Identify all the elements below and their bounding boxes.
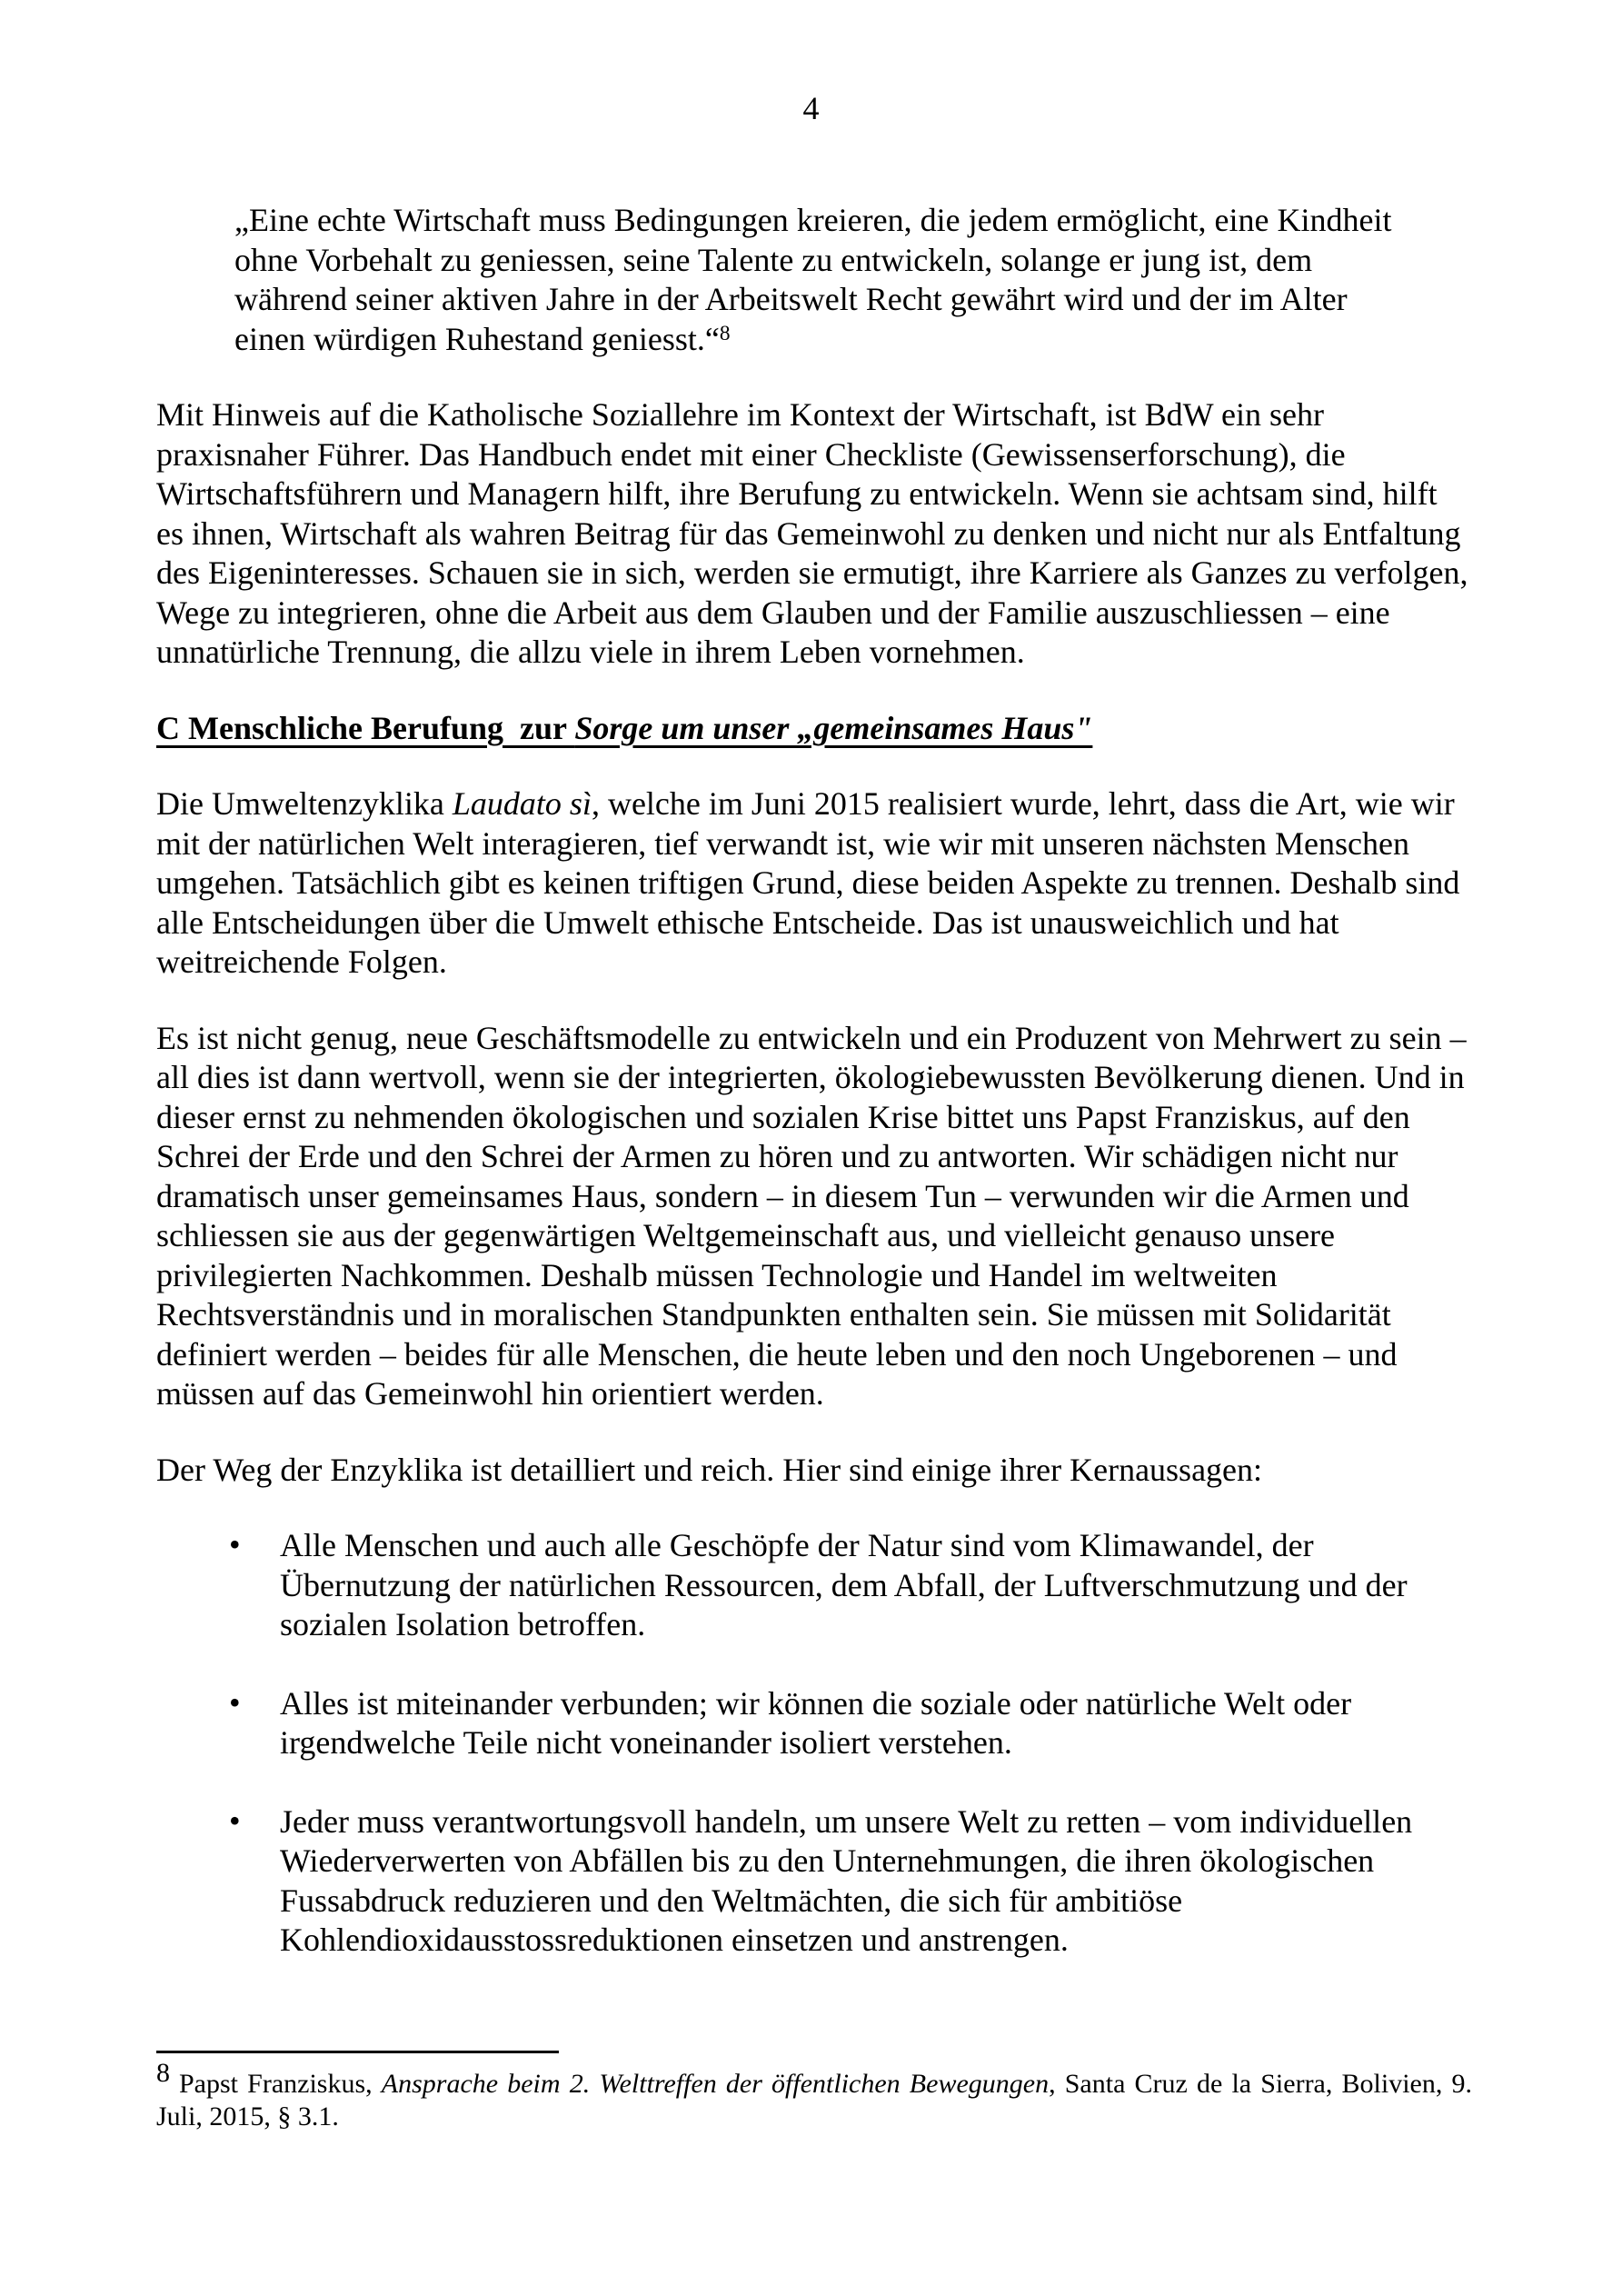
section-heading — [156, 709, 1472, 749]
bullet-list — [156, 1526, 1472, 1961]
paragraph-bdw: Mit Hinweis auf die Katholische Soziallehre im Kontext der Wirtschaft, ist BdW ein sehr praxisnaher Führer. Das Handbuch endet mit einer Checkliste (Gewissenserforschung), die Wirtschaftsführern und Managern hilft, ihre Berufung zu entwickeln. Wenn sie achtsam sind, hilft es ihnen, Wirtschaft als wahren Beitrag für das Gemeinwohl zu denken und nicht nur als Entfaltung des Eigeninteresses. Schauen sie in sich, werden sie ermutigt, ihre Karriere als Ganzes zu verfolgen, Wege zu integrieren, ohne die Arbeit aus dem Glauben und der Familie auszuschliessen – eine unnatürliche Trennung, die allzu viele in ihrem Leben vornehmen. — [156, 396, 1468, 670]
laudato-run-2: , welche im Juni 2015 realisiert wurde, lehrt, dass die Art, wie wir mit der natürlichen Welt interagieren, tief verwandt ist, wie wir mit unseren nächsten Menschen umgehen. Tatsächlich gibt es keinen triftigen Grund, diese beiden Aspekte zu trennen. Deshalb sind alle Entscheidungen über die Umwelt ethische Entscheide. Das ist unausweichlich und hat weitreichende Folgen. — [156, 785, 1460, 980]
page-number: 4 — [802, 90, 820, 126]
heading-prefix: C Menschliche Berufung zur — [156, 709, 575, 746]
list-item-text: Alle Menschen und auch alle Geschöpfe der Natur sind vom Klimawandel, der Übernutzung der natürlichen Ressourcen, dem Abfall, der Luftverschmutzung und der sozialen Isolation betroffen. — [280, 1527, 1408, 1642]
list-item-text: Alles ist miteinander verbunden; wir können die soziale oder natürliche Welt oder irgendwelche Teile nicht voneinander isoliert verstehen. — [280, 1684, 1352, 1761]
footnote-run-2: , Santa Cruz de la Sierra, Bolivien, 9. Juli, 2015, § 3.1. — [156, 2069, 1472, 2131]
laudato-run-1: Die Umweltenzyklika — [156, 785, 453, 822]
footnote-run-title: Ansprache beim 2. Welttreffen der öffentlichen Bewegungen — [381, 2069, 1050, 2099]
footnote-run-1: Papst Franziskus, — [179, 2069, 382, 2099]
footnote-number: 8 — [156, 2058, 170, 2088]
paragraph-crisis: Es ist nicht genug, neue Geschäftsmodelle zu entwickeln und ein Produzent von Mehrwert zu sein – all dies ist dann wertvoll, wenn sie der integrierten, ökologiebewussten Bevölkerung dienen. Und in dieser ernst zu nehmenden ökologischen und sozialen Krise bittet uns Papst Franziskus, auf den Schrei der Erde und den Schrei der Armen zu hören und zu antworten. Wir schädigen nicht nur dramatisch unser gemeinsames Haus, sondern – in diesem Tun – verwunden wir die Armen und schliessen sie aus der gegenwärtigen Weltgemeinschaft aus, und vielleicht genauso unsere privilegierten Nachkommen. Deshalb müssen Technologie und Handel im weltweiten Rechtsverständnis und in moralischen Standpunkten enthalten sein. Sie müssen mit Solidarität definiert werden – beides für alle Menschen, die heute leben und den noch Ungeborenen – und müssen auf das Gemeinwohl hin orientiert werden. — [156, 1019, 1467, 1412]
bullet-icon: • — [229, 1802, 241, 1839]
list-item — [156, 1802, 1472, 1961]
footnote-text — [156, 2058, 1472, 2133]
block-quote — [234, 201, 1394, 359]
quote-text: „Eine echte Wirtschaft muss Bedingungen kreieren, die jedem ermöglicht, eine Kindheit ohne Vorbehalt zu geniessen, seine Talente zu entwickeln, solange er jung ist, dem während seiner aktiven Jahre in der Arbeitswelt Recht gewährt wird und der im Alter einen würdigen Ruhestand geniesst.“ — [234, 202, 1392, 357]
footnote-separator — [156, 2051, 559, 2053]
paragraph-kernaussagen: Der Weg der Enzyklika ist detailliert und reich. Hier sind einige ihrer Kernaussagen: — [156, 1451, 1263, 1488]
paragraph-laudato — [156, 784, 1472, 983]
bullet-icon: • — [229, 1683, 241, 1721]
list-item-text: Jeder muss verantwortungsvoll handeln, um unsere Welt zu retten – vom individuellen Wiederverwerten von Abfällen bis zu den Unternehmungen, die ihren ökologischen Fussabdruck reduzieren und den Weltmächten, die sich für ambitiöse Kohlendioxidausstossreduktionen einsetzen und anstrengen. — [280, 1802, 1413, 1958]
laudato-title: Laudato sì — [452, 785, 592, 822]
bullet-icon: • — [229, 1526, 241, 1562]
list-item — [156, 1526, 1472, 1645]
heading-emphasis: Sorge um unser „gemeinsames Haus" — [574, 709, 1093, 746]
list-item — [156, 1684, 1472, 1763]
footnote-section — [156, 2051, 1472, 2133]
footnote-reference: 8 — [719, 321, 731, 345]
page-content — [156, 201, 1472, 1961]
